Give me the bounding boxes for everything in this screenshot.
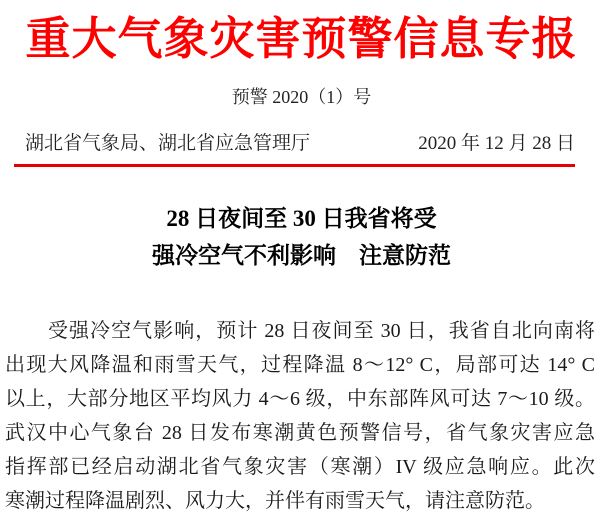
body-line: 指挥部已经启动湖北省气象灾害（寒潮）IV 级应急响应。此次 <box>5 456 595 478</box>
body-line: 受强冷空气影响，预计 28 日夜间至 30 日，我省自北向南将 <box>48 320 595 342</box>
red-divider-rule <box>14 164 575 167</box>
body-line: 出现大风降温和雨雪天气，过程降温 8～12° C，局部可达 14° C <box>5 354 595 376</box>
headline-line-1: 28 日夜间至 30 日我省将受 <box>166 206 437 231</box>
body-line: 以上，大部分地区平均风力 4～6 级，中东部阵风可达 7～10 级。 <box>5 388 595 410</box>
issue-date: 2020 年 12 月 28 日 <box>418 133 575 154</box>
body-line: 武汉中心气象台 28 日发布寒潮黄色预警信号，省气象灾害应急 <box>5 422 595 444</box>
issuer-name: 湖北省气象局、湖北省应急管理厅 <box>25 133 311 154</box>
issuer-row <box>0 133 603 155</box>
headline <box>0 200 603 274</box>
body-paragraph <box>0 314 603 518</box>
body-line: 寒潮过程降温剧烈、风力大，并伴有雨雪天气，请注意防范。 <box>5 490 545 512</box>
page-title: 重大气象灾害预警信息专报 <box>25 13 578 64</box>
doc-number: 预警 2020（1）号 <box>231 87 372 107</box>
headline-line-2: 强冷空气不利影响 注意防范 <box>152 243 451 268</box>
